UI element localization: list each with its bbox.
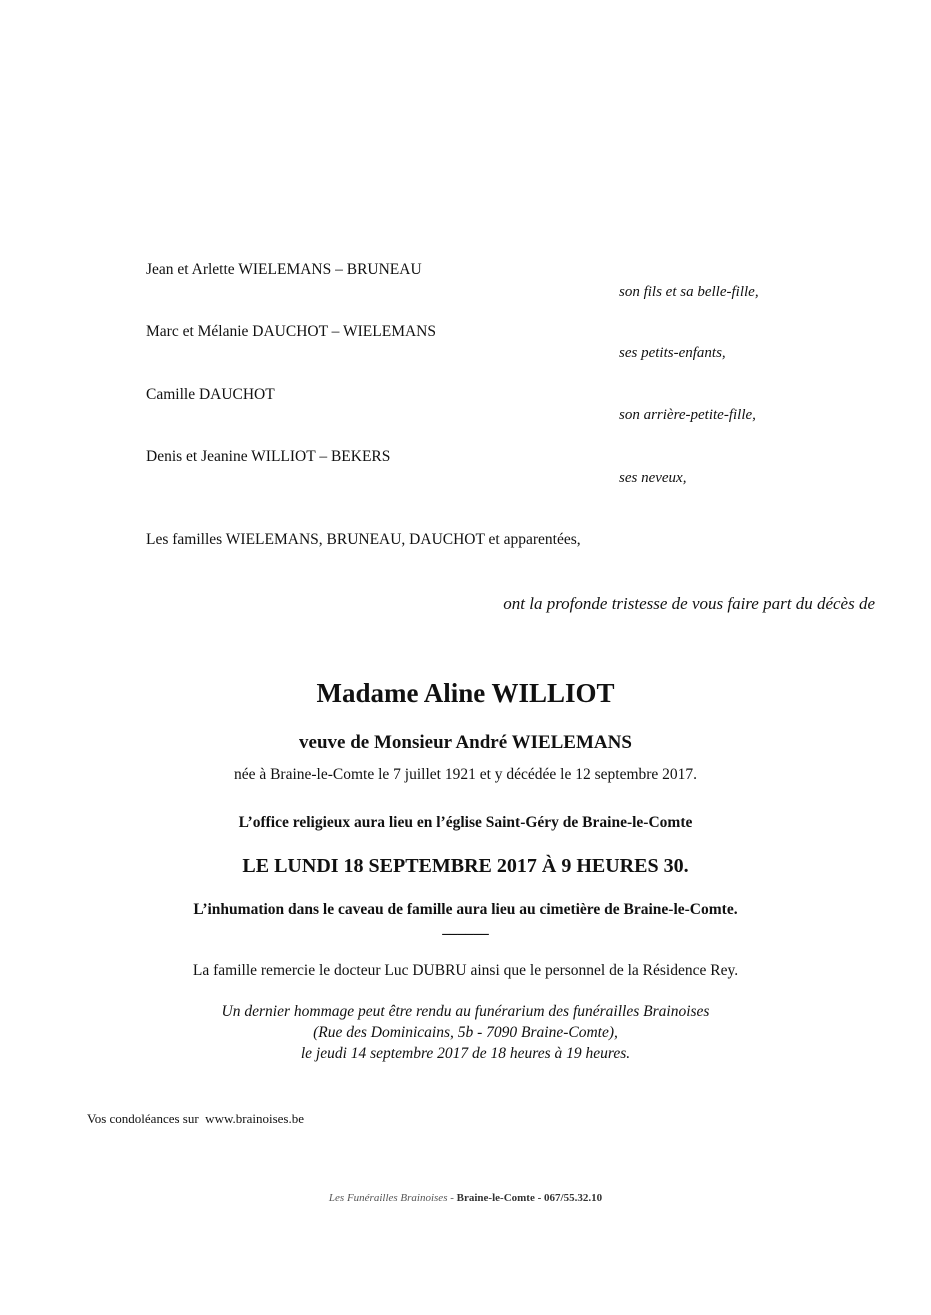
family-member-names: Denis et Jeanine WILLIOT – BEKERS [146,448,391,465]
tribute-line: Un dernier hommage peut être rendu au funérarium des funérailles Brainoises [221,1003,710,1020]
family-member-relation: ses neveux, [619,470,687,486]
footer-company: Les Funérailles Brainoises [328,1192,448,1204]
tribute-line: le jeudi 14 septembre 2017 de 18 heures à 19 heures. [300,1045,631,1062]
family-member-relation: son fils et sa belle-fille, [619,284,759,300]
family-member-relation: ses petits-enfants, [619,345,726,361]
separator-line: ______ [442,920,489,937]
footer-separator: - [447,1192,457,1204]
widow-of-line: veuve de Monsieur André WIELEMANS [299,732,632,753]
burial-line: L’inhumation dans le caveau de famille aura lieu au cimetière de Braine-le-Comte. [193,901,738,918]
deceased-name: Madame Aline WILLIOT [316,678,615,708]
thanks-line: La famille remercie le docteur Luc DUBRU ainsi que le personnel de la Résidence Rey. [192,962,739,979]
condolences-line: Vos condoléances sur www.brainoises.be [87,1111,304,1126]
families-line: Les familles WIELEMANS, BRUNEAU, DAUCHOT et apparentées, [146,531,581,548]
footer [0,1192,931,1204]
ceremony-date: LE LUNDI 18 SEPTEMBRE 2017 À 9 HEURES 30. [242,855,689,877]
tribute-line: (Rue des Dominicains, 5b - 7090 Braine-Comte), [313,1024,618,1041]
announcement-text: ont la profonde tristesse de vous faire part du décès de [503,594,875,613]
family-member-names: Marc et Mélanie DAUCHOT – WIELEMANS [146,323,436,340]
family-member-names: Jean et Arlette WIELEMANS – BRUNEAU [146,261,422,278]
ceremony-line: L’office religieux aura lieu en l’église Saint-Géry de Braine-le-Comte [238,814,693,831]
footer-details: Braine-le-Comte - 067/55.32.10 [456,1192,603,1204]
family-member-names: Camille DAUCHOT [146,386,275,403]
birth-death-line: née à Braine-le-Comte le 7 juillet 1921 et y décédée le 12 septembre 2017. [233,766,698,783]
family-member-relation: son arrière-petite-fille, [619,407,756,423]
